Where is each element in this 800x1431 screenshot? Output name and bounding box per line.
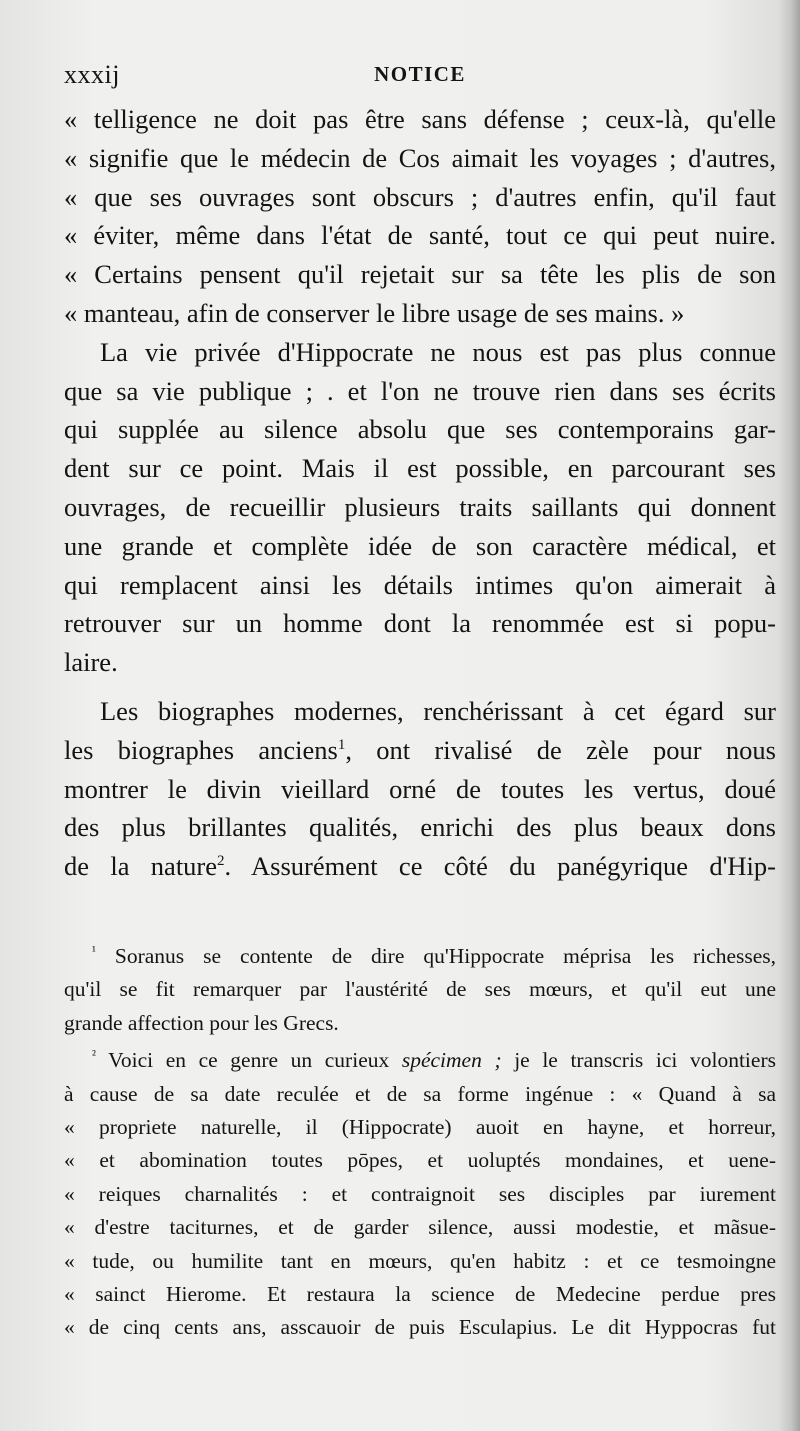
footnote-1-line: grande affection pour les Grecs. xyxy=(64,1010,339,1035)
footnote-2-line: « tude, ou humilite tant en mœurs, qu'en habitz : et ce tesmoingne xyxy=(64,1248,776,1273)
text-line: retrouver sur un homme dont la renommée est si popu- xyxy=(64,608,776,639)
text-line: « signifie que le médecin de Cos aimait les voyages ; d'autres, xyxy=(64,142,776,173)
footnote-ref-1[interactable]: 1 xyxy=(337,736,346,753)
text-line: laire. xyxy=(64,647,118,678)
page-edge-shadow xyxy=(778,0,800,1431)
text-line: qui supplée au silence absolu que ses contemporains gar- xyxy=(64,414,776,445)
running-title: NOTICE xyxy=(374,62,466,86)
text-line: « telligence ne doit pas être sans défense ; ceux-là, qu'elle xyxy=(64,104,776,134)
text-line: ouvrages, de recueillir plusieurs traits saillants qui donnent xyxy=(64,491,776,522)
footnote-2-line: « et abomination toutes pōpes, et uoluptés mondaines, et uene- xyxy=(64,1148,776,1173)
footnote-1-line: qu'il se fit remarquer par l'austérité de ses mœurs, et qu'il eut une xyxy=(64,977,776,1002)
text-line: des plus brillantes qualités, enrichi des plus beaux dons xyxy=(64,812,776,843)
page-number: xxxij xyxy=(64,60,120,89)
page-header xyxy=(64,60,776,90)
text-fragment: les biographes anciens xyxy=(64,734,338,765)
text-line: une grande et complète idée de son caractère médical, et xyxy=(64,530,776,561)
text-line xyxy=(64,731,776,770)
body-text xyxy=(64,100,776,886)
footnote-1-line xyxy=(64,940,776,973)
paragraph-start-line: La vie privée d'Hippocrate ne nous est pas plus connue xyxy=(100,336,776,367)
text-fragment: de la nature xyxy=(64,851,218,882)
text-line: « manteau, afin de conserver le libre usage de ses mains. » xyxy=(64,297,685,328)
text-line: dent sur ce point. Mais il est possible, en parcourant ses xyxy=(64,453,776,484)
paragraph-start-line: Les biographes modernes, renchérissant à cet égard sur xyxy=(100,695,776,726)
footnote-2-line xyxy=(64,1044,776,1077)
footnote-italic-text: spécimen ; xyxy=(401,1048,502,1073)
footnote-2-line: « sainct Hierome. Et restaura la science de Medecine perdue pres xyxy=(64,1281,776,1306)
text-line: montrer le divin vieillard orné de toutes les vertus, doué xyxy=(64,773,776,804)
text-line: « Certains pensent qu'il rejetait sur sa tête les plis de son xyxy=(64,259,776,290)
footnote-ref-2[interactable]: 2 xyxy=(217,853,225,870)
text-fragment: . Assurément ce côté du panégyrique d'Hip- xyxy=(224,851,776,882)
text-line: qui remplacent ainsi les détails intimes qu'on aimerait à xyxy=(64,569,776,600)
text-line: « éviter, même dans l'état de santé, tout ce qui peut nuire. xyxy=(64,220,776,251)
text-line: que sa vie publique ; . et l'on ne trouve rien dans ses écrits xyxy=(64,375,776,406)
footnotes xyxy=(64,940,776,1345)
footnote-2-line: « reiques charnalités : et contraignoit ses disciples par iurement xyxy=(64,1181,776,1206)
footnote-2-line: « d'estre taciturnes, et de garder silence, aussi modestie, et mãsue- xyxy=(64,1215,776,1240)
text-line xyxy=(64,847,776,886)
footnote-text: Voici en ce genre un curieux xyxy=(108,1048,402,1073)
footnote-2-mark: ² xyxy=(92,1047,96,1063)
text-line: « que ses ouvrages sont obscurs ; d'autres enfin, qu'il faut xyxy=(64,181,776,212)
footnote-text: Soranus se contente de dire qu'Hippocrate méprisa les richesses, xyxy=(114,944,777,968)
footnote-1-mark: ¹ xyxy=(92,943,96,958)
footnote-2-line: à cause de sa date reculée et de sa forme ingénue : « Quand à sa xyxy=(64,1081,776,1106)
footnote-text: je le transcris ici volontiers xyxy=(501,1048,776,1073)
footnote-2-line: « de cinq cents ans, asscauoir de puis Esculapius. Le dit Hyppocras fut xyxy=(64,1315,776,1340)
footnote-2-line: « propriete naturelle, il (Hippocrate) auoit en hayne, et horreur, xyxy=(64,1114,776,1139)
text-fragment: , ont rivalisé de zèle pour nous xyxy=(345,734,776,765)
